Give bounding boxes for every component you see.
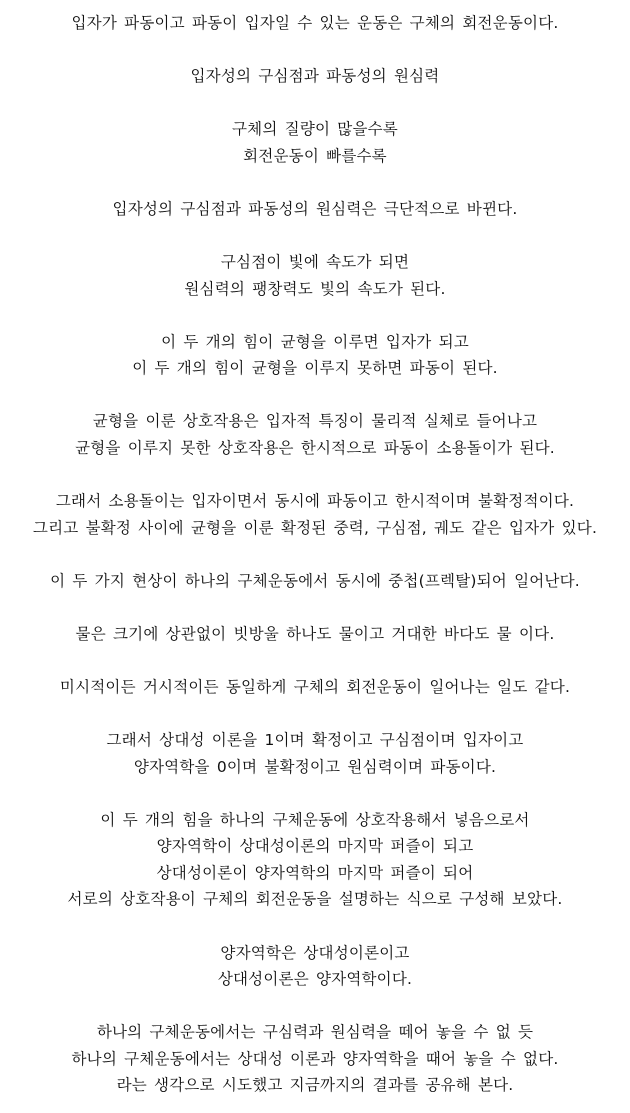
text-line: 원심력의 팽창력도 빛의 속도가 된다.	[184, 279, 446, 298]
text-line: 입자가 파동이고 파동이 입자일 수 있는 운동은 구체의 회전운동이다.	[71, 14, 559, 32]
paragraph-9	[0, 568, 630, 595]
paragraph-12	[0, 727, 630, 780]
text-line: 구체의 질량이 많을수록	[232, 120, 398, 139]
paragraph-7	[0, 408, 630, 461]
paragraph-13	[0, 807, 630, 913]
text-line: 균형을 이룬 상호작용은 입자적 특징이 물리적 실체로 들어나고	[92, 412, 538, 431]
text-line: 서로의 상호작용이 구체의 회전운동을 설명하는 식으로 구성해 보았다.	[67, 890, 563, 909]
text-line: 회전운동이 빠를수록	[243, 146, 387, 165]
text-line: 상대성이론은 양자역학이다.	[217, 970, 413, 989]
text-line: 그래서 상대성 이론을 1이며 확정이고 구심점이며 입자이고	[106, 731, 524, 749]
text-line: 양자역학을 0이며 불확정이고 원심력이며 파동이다.	[133, 757, 497, 776]
paragraph-8	[0, 488, 630, 541]
paragraph-6	[0, 329, 630, 382]
paragraph-10	[0, 621, 630, 648]
paragraph-15	[0, 1019, 630, 1099]
text-line: 입자성의 구심점과 파동성의 원심력은 극단적으로 바뀐다.	[112, 199, 518, 218]
text-line: 라는 생각으로 시도했고 지금까지의 결과를 공유해 본다.	[116, 1076, 514, 1095]
paragraph-14	[0, 940, 630, 993]
text-line: 구심점이 빛에 속도가 되면	[220, 252, 410, 271]
text-line: 이 두 가지 현상이 하나의 구체운동에서 동시에 중첩(프렉탈)되어 일어난다.	[50, 571, 580, 590]
text-line: 그리고 불확정 사이에 균형을 이룬 확정된 중력, 구심점, 궤도 같은 입자가 있다.	[32, 518, 598, 537]
text-line: 입자성의 구심점과 파동성의 원심력	[190, 67, 440, 86]
text-line: 상대성이론이 양자역학의 마지막 퍼즐이 되어	[156, 863, 474, 882]
text-line: 양자역학이 상대성이론의 마지막 퍼즐이 되고	[156, 837, 474, 856]
text-line: 하나의 구체운동에서는 구심력과 원심력을 떼어 놓을 수 없 듯	[96, 1023, 534, 1042]
text-line: 미시적이든 거시적이든 동일하게 구체의 회전운동이 일어나는 일도 같다.	[59, 677, 571, 696]
paragraph-11	[0, 674, 630, 701]
text-line: 이 두 개의 힘이 균형을 이루지 못하면 파동이 된다.	[132, 359, 498, 378]
text-line: 하나의 구체운동에서는 상대성 이론과 양자역학을 때어 놓을 수 없다.	[71, 1049, 559, 1068]
text-line: 그래서 소용돌이는 입자이면서 동시에 파동이고 한시적이며 불확정적이다.	[55, 492, 575, 511]
text-line: 이 두 개의 힘을 하나의 구체운동에 상호작용해서 넣음으로서	[100, 810, 530, 829]
paragraph-5	[0, 249, 630, 302]
text-line: 물은 크기에 상관없이 빗방울 하나도 물이고 거대한 바다도 물 이다.	[75, 624, 555, 643]
text-line: 균형을 이루지 못한 상호작용은 한시적으로 파동이 소용돌이가 된다.	[75, 438, 555, 457]
paragraph-2	[0, 63, 630, 90]
paragraph-4	[0, 196, 630, 223]
text-line: 양자역학은 상대성이론이고	[220, 943, 410, 962]
text-line: 이 두 개의 힘이 균형을 이루면 입자가 되고	[161, 332, 469, 351]
paragraph-1	[0, 10, 630, 37]
paragraph-3	[0, 116, 630, 169]
